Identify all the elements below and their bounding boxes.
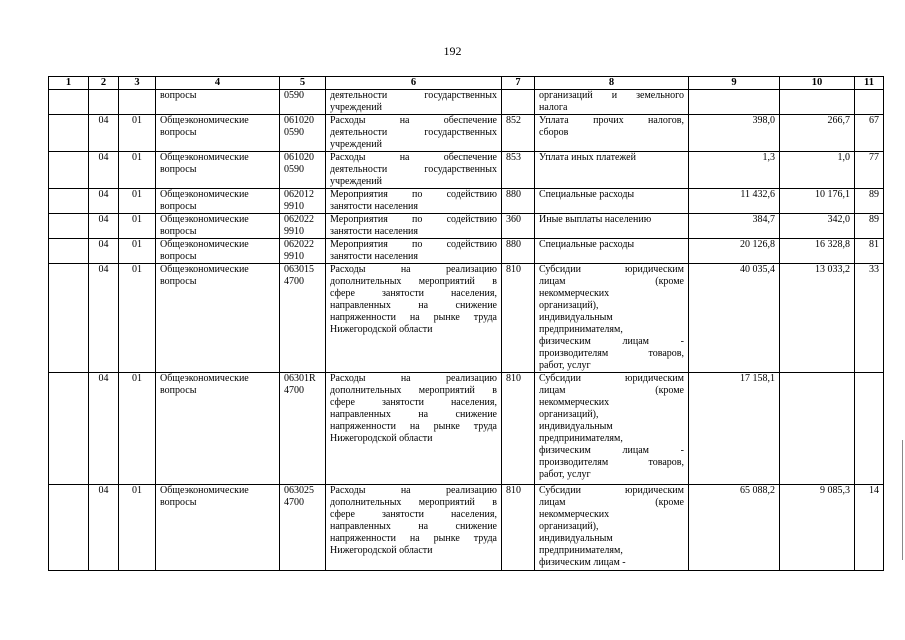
cell-line: вопросы bbox=[160, 226, 197, 237]
cell-line: вопросы bbox=[160, 251, 197, 262]
cell-line: физическим лицам - bbox=[539, 557, 626, 568]
cell-c7: 852 bbox=[502, 115, 535, 152]
column-header-9: 9 bbox=[689, 77, 780, 90]
cell-c11: 67 bbox=[855, 115, 884, 152]
cell-line: Расходы на реализацию bbox=[330, 373, 497, 384]
cell-line: лицам (кроме bbox=[539, 385, 684, 396]
cell-line: Расходы на реализацию bbox=[330, 485, 497, 496]
cell-line: 0590 bbox=[284, 127, 304, 138]
cell-c9: 1,3 bbox=[689, 152, 780, 189]
cell-line: дополнительных мероприятий в bbox=[330, 276, 497, 287]
cell-line: лицам (кроме bbox=[539, 497, 684, 508]
cell-c1 bbox=[49, 152, 89, 189]
table-row bbox=[49, 90, 884, 115]
cell-line: Субсидии юридическим bbox=[539, 264, 684, 275]
cell-c7: 360 bbox=[502, 214, 535, 239]
cell-line: производителям товаров, bbox=[539, 457, 684, 468]
cell-line: напряженности на рынке труда bbox=[330, 312, 497, 323]
cell-c7: 880 bbox=[502, 239, 535, 264]
cell-line: вопросы bbox=[160, 127, 197, 138]
cell-c10: 266,7 bbox=[780, 115, 855, 152]
budget-table bbox=[48, 76, 884, 571]
cell-line: 062022 bbox=[284, 239, 314, 250]
cell-c7 bbox=[502, 90, 535, 115]
cell-line: 061020 bbox=[284, 115, 314, 126]
cell-c10: 9 085,3 bbox=[780, 485, 855, 571]
cell-c1 bbox=[49, 214, 89, 239]
cell-c11: 89 bbox=[855, 214, 884, 239]
table-row bbox=[49, 373, 884, 485]
cell-line: предпринимателям, bbox=[539, 324, 623, 335]
column-header-4: 4 bbox=[156, 77, 280, 90]
cell-c6 bbox=[326, 115, 502, 152]
column-header-10: 10 bbox=[780, 77, 855, 90]
cell-line: производителям товаров, bbox=[539, 348, 684, 359]
cell-line: Иные выплаты населению bbox=[539, 214, 652, 225]
cell-line: вопросы bbox=[160, 201, 197, 212]
cell-c6 bbox=[326, 90, 502, 115]
cell-c9: 20 126,8 bbox=[689, 239, 780, 264]
cell-line: некоммерческих bbox=[539, 397, 610, 408]
cell-line: некоммерческих bbox=[539, 288, 610, 299]
cell-line: Общеэкономические bbox=[160, 264, 249, 275]
cell-c2 bbox=[89, 90, 119, 115]
cell-c2: 04 bbox=[89, 373, 119, 485]
cell-c8 bbox=[535, 115, 689, 152]
cell-c2: 04 bbox=[89, 152, 119, 189]
cell-line: вопросы bbox=[160, 497, 197, 508]
cell-line: учреждений bbox=[330, 139, 382, 150]
cell-c1 bbox=[49, 90, 89, 115]
cell-c11 bbox=[855, 90, 884, 115]
cell-line: индивидуальным bbox=[539, 312, 613, 323]
cell-line: Расходы на обеспечение bbox=[330, 152, 497, 163]
table-body bbox=[49, 90, 884, 571]
cell-c5 bbox=[280, 239, 326, 264]
cell-c5 bbox=[280, 485, 326, 571]
cell-c6 bbox=[326, 264, 502, 373]
cell-line: вопросы bbox=[160, 90, 197, 101]
cell-c4 bbox=[156, 485, 280, 571]
page-number: 192 bbox=[443, 44, 462, 58]
cell-c10: 1,0 bbox=[780, 152, 855, 189]
cell-c10: 16 328,8 bbox=[780, 239, 855, 264]
cell-c9: 40 035,4 bbox=[689, 264, 780, 373]
cell-c1 bbox=[49, 485, 89, 571]
cell-line: организаций), bbox=[539, 409, 599, 420]
cell-line: сфере занятости населения, bbox=[330, 288, 497, 299]
column-header-8: 8 bbox=[535, 77, 689, 90]
cell-c2: 04 bbox=[89, 115, 119, 152]
cell-line: Нижегородской области bbox=[330, 324, 433, 335]
scan-edge-mark bbox=[902, 440, 903, 560]
cell-c3: 01 bbox=[119, 264, 156, 373]
cell-line: занятости населения bbox=[330, 251, 419, 262]
cell-c2: 04 bbox=[89, 214, 119, 239]
cell-line: Общеэкономические bbox=[160, 115, 249, 126]
cell-line: напряженности на рынке труда bbox=[330, 533, 497, 544]
cell-line: Специальные расходы bbox=[539, 189, 635, 200]
cell-c3: 01 bbox=[119, 373, 156, 485]
cell-line: вопросы bbox=[160, 164, 197, 175]
cell-c1 bbox=[49, 264, 89, 373]
cell-line: организаций), bbox=[539, 300, 599, 311]
cell-line: 062012 bbox=[284, 189, 314, 200]
cell-c8 bbox=[535, 90, 689, 115]
cell-c9: 398,0 bbox=[689, 115, 780, 152]
cell-line: деятельности государственных bbox=[330, 164, 497, 175]
cell-c3: 01 bbox=[119, 239, 156, 264]
column-header-7: 7 bbox=[502, 77, 535, 90]
cell-c2: 04 bbox=[89, 189, 119, 214]
cell-c3: 01 bbox=[119, 214, 156, 239]
cell-line: сфере занятости населения, bbox=[330, 509, 497, 520]
cell-c2: 04 bbox=[89, 264, 119, 373]
cell-c4 bbox=[156, 239, 280, 264]
cell-line: 061020 bbox=[284, 152, 314, 163]
cell-c5 bbox=[280, 115, 326, 152]
cell-line: Уплата иных платежей bbox=[539, 152, 636, 163]
cell-line: занятости населения bbox=[330, 226, 419, 237]
cell-line: Мероприятия по содействию bbox=[330, 239, 497, 250]
cell-line: работ, услуг bbox=[539, 469, 591, 480]
cell-c3: 01 bbox=[119, 152, 156, 189]
cell-c6 bbox=[326, 189, 502, 214]
cell-line: некоммерческих bbox=[539, 509, 610, 520]
cell-line: деятельности государственных bbox=[330, 127, 497, 138]
cell-line: Общеэкономические bbox=[160, 239, 249, 250]
cell-line: физическим лицам - bbox=[539, 445, 684, 456]
cell-c11: 89 bbox=[855, 189, 884, 214]
cell-line: Нижегородской области bbox=[330, 545, 433, 556]
cell-line: Общеэкономические bbox=[160, 214, 249, 225]
cell-line: Специальные расходы bbox=[539, 239, 635, 250]
cell-line: работ, услуг bbox=[539, 360, 591, 371]
cell-c2: 04 bbox=[89, 239, 119, 264]
table-row bbox=[49, 214, 884, 239]
cell-line: предпринимателям, bbox=[539, 545, 623, 556]
cell-line: 9910 bbox=[284, 251, 304, 262]
cell-c8 bbox=[535, 239, 689, 264]
cell-line: 063025 bbox=[284, 485, 314, 496]
cell-c8 bbox=[535, 152, 689, 189]
cell-c8 bbox=[535, 264, 689, 373]
cell-c10 bbox=[780, 373, 855, 485]
cell-line: Нижегородской области bbox=[330, 433, 433, 444]
cell-line: предпринимателям, bbox=[539, 433, 623, 444]
cell-line: Субсидии юридическим bbox=[539, 485, 684, 496]
cell-c10: 342,0 bbox=[780, 214, 855, 239]
cell-line: индивидуальным bbox=[539, 533, 613, 544]
cell-line: организаций и земельного bbox=[539, 90, 684, 101]
cell-c1 bbox=[49, 239, 89, 264]
cell-c6 bbox=[326, 152, 502, 189]
cell-c4 bbox=[156, 189, 280, 214]
cell-line: сборов bbox=[539, 127, 569, 138]
cell-c11: 77 bbox=[855, 152, 884, 189]
table-row bbox=[49, 264, 884, 373]
cell-c1 bbox=[49, 373, 89, 485]
cell-c9 bbox=[689, 90, 780, 115]
cell-c7: 880 bbox=[502, 189, 535, 214]
cell-c9: 17 158,1 bbox=[689, 373, 780, 485]
cell-line: индивидуальным bbox=[539, 421, 613, 432]
cell-c9: 11 432,6 bbox=[689, 189, 780, 214]
cell-line: Расходы на реализацию bbox=[330, 264, 497, 275]
column-header-3: 3 bbox=[119, 77, 156, 90]
cell-line: 4700 bbox=[284, 497, 304, 508]
cell-line: направленных на снижение bbox=[330, 300, 497, 311]
cell-c5 bbox=[280, 152, 326, 189]
cell-line: лицам (кроме bbox=[539, 276, 684, 287]
column-header-5: 5 bbox=[280, 77, 326, 90]
cell-c4 bbox=[156, 152, 280, 189]
cell-line: 062022 bbox=[284, 214, 314, 225]
table-row bbox=[49, 239, 884, 264]
cell-line: 4700 bbox=[284, 276, 304, 287]
cell-line: дополнительных мероприятий в bbox=[330, 385, 497, 396]
cell-c3: 01 bbox=[119, 189, 156, 214]
cell-c10: 13 033,2 bbox=[780, 264, 855, 373]
cell-c1 bbox=[49, 189, 89, 214]
cell-line: физическим лицам - bbox=[539, 336, 684, 347]
cell-c2: 04 bbox=[89, 485, 119, 571]
column-header-2: 2 bbox=[89, 77, 119, 90]
cell-line: дополнительных мероприятий в bbox=[330, 497, 497, 508]
cell-c5 bbox=[280, 189, 326, 214]
cell-c3: 01 bbox=[119, 115, 156, 152]
cell-line: налога bbox=[539, 102, 568, 113]
cell-c7: 810 bbox=[502, 373, 535, 485]
cell-c6 bbox=[326, 485, 502, 571]
cell-line: Субсидии юридическим bbox=[539, 373, 684, 384]
column-header-1: 1 bbox=[49, 77, 89, 90]
cell-c8 bbox=[535, 485, 689, 571]
cell-c9: 65 088,2 bbox=[689, 485, 780, 571]
cell-line: Мероприятия по содействию bbox=[330, 214, 497, 225]
cell-c11 bbox=[855, 373, 884, 485]
cell-c9: 384,7 bbox=[689, 214, 780, 239]
cell-c5 bbox=[280, 214, 326, 239]
cell-line: Общеэкономические bbox=[160, 373, 249, 384]
cell-line: 06301R bbox=[284, 373, 316, 384]
cell-line: Общеэкономические bbox=[160, 485, 249, 496]
column-header-6: 6 bbox=[326, 77, 502, 90]
cell-line: направленных на снижение bbox=[330, 521, 497, 532]
table-row bbox=[49, 152, 884, 189]
table-row bbox=[49, 485, 884, 571]
cell-c4 bbox=[156, 373, 280, 485]
cell-line: 063015 bbox=[284, 264, 314, 275]
cell-c3: 01 bbox=[119, 485, 156, 571]
cell-line: занятости населения bbox=[330, 201, 419, 212]
cell-line: 9910 bbox=[284, 226, 304, 237]
cell-line: деятельности государственных bbox=[330, 90, 497, 101]
cell-line: Общеэкономические bbox=[160, 189, 249, 200]
cell-line: 0590 bbox=[284, 90, 304, 101]
cell-c7: 853 bbox=[502, 152, 535, 189]
cell-c10 bbox=[780, 90, 855, 115]
cell-c11: 81 bbox=[855, 239, 884, 264]
cell-line: вопросы bbox=[160, 385, 197, 396]
cell-line: Расходы на обеспечение bbox=[330, 115, 497, 126]
cell-line: сфере занятости населения, bbox=[330, 397, 497, 408]
cell-line: учреждений bbox=[330, 176, 382, 187]
cell-c8 bbox=[535, 373, 689, 485]
cell-line: учреждений bbox=[330, 102, 382, 113]
header-row bbox=[49, 77, 884, 90]
cell-c5 bbox=[280, 90, 326, 115]
cell-line: 4700 bbox=[284, 385, 304, 396]
table-row bbox=[49, 189, 884, 214]
cell-line: 9910 bbox=[284, 201, 304, 212]
cell-c8 bbox=[535, 214, 689, 239]
cell-c4 bbox=[156, 214, 280, 239]
cell-c6 bbox=[326, 373, 502, 485]
cell-c10: 10 176,1 bbox=[780, 189, 855, 214]
cell-c1 bbox=[49, 115, 89, 152]
cell-line: Общеэкономические bbox=[160, 152, 249, 163]
table-row bbox=[49, 115, 884, 152]
cell-line: направленных на снижение bbox=[330, 409, 497, 420]
cell-c4 bbox=[156, 115, 280, 152]
cell-line: Уплата прочих налогов, bbox=[539, 115, 684, 126]
cell-line: напряженности на рынке труда bbox=[330, 421, 497, 432]
cell-c4 bbox=[156, 264, 280, 373]
cell-c5 bbox=[280, 264, 326, 373]
cell-c5 bbox=[280, 373, 326, 485]
cell-c8 bbox=[535, 189, 689, 214]
column-header-11: 11 bbox=[855, 77, 884, 90]
cell-c6 bbox=[326, 239, 502, 264]
cell-c7: 810 bbox=[502, 264, 535, 373]
cell-c11: 14 bbox=[855, 485, 884, 571]
cell-c11: 33 bbox=[855, 264, 884, 373]
cell-line: 0590 bbox=[284, 164, 304, 175]
cell-c6 bbox=[326, 214, 502, 239]
cell-c7: 810 bbox=[502, 485, 535, 571]
cell-line: вопросы bbox=[160, 276, 197, 287]
cell-line: Мероприятия по содействию bbox=[330, 189, 497, 200]
cell-c3 bbox=[119, 90, 156, 115]
cell-c4 bbox=[156, 90, 280, 115]
cell-line: организаций), bbox=[539, 521, 599, 532]
